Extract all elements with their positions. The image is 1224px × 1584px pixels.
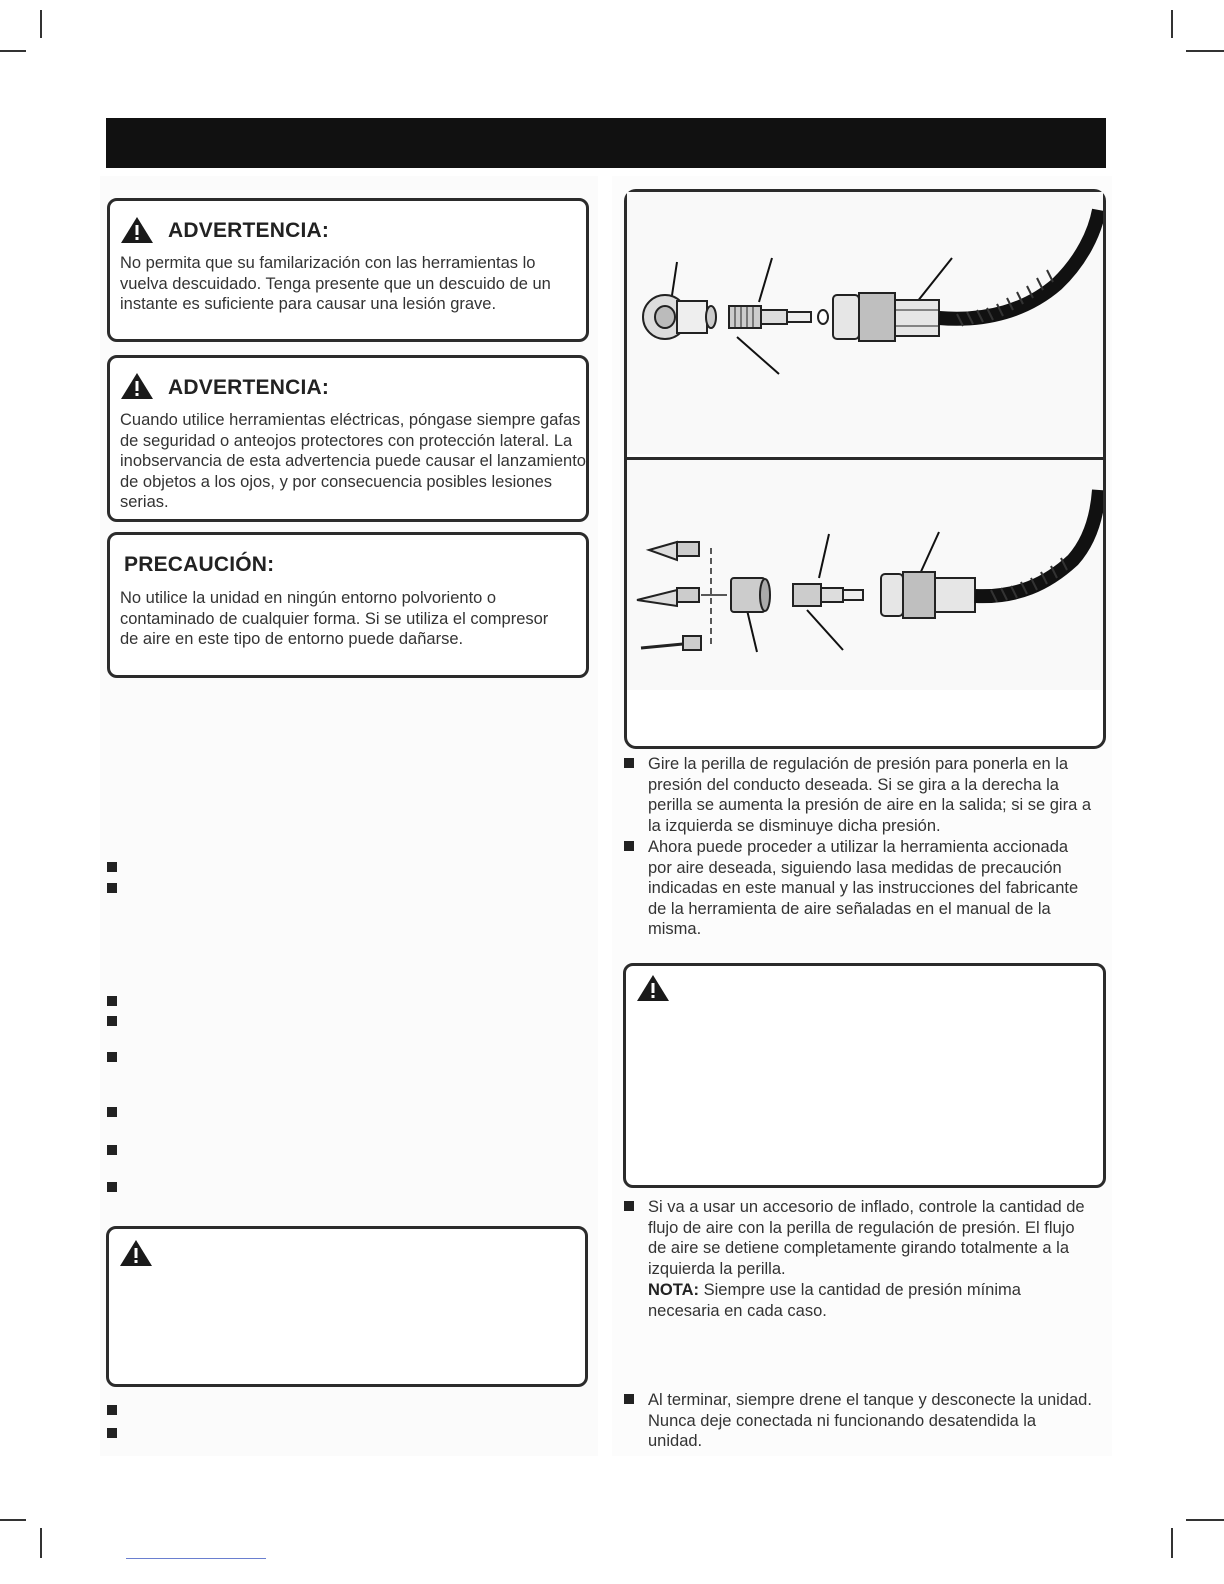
list-bullet [107, 1107, 117, 1117]
caution-text: No utilice la unidad en ningún entorno polvoriento o contaminado de cualquier forma. Si se utiliza el compresor de aire en este tipo de entorno puede dañarse. [120, 589, 549, 648]
list-bullet [107, 1405, 117, 1415]
warning-title: ADVERTENCIA: [168, 219, 330, 242]
list-bullet [107, 1428, 117, 1438]
list-item [624, 1390, 1094, 1452]
crop-mark [0, 1519, 26, 1521]
warning-box-1 [107, 198, 589, 342]
instruction-list-2 [624, 1197, 1094, 1321]
list-bullet [107, 1145, 117, 1155]
crop-mark [40, 10, 42, 38]
instruction-list-1 [624, 754, 1094, 940]
list-bullet [624, 841, 634, 851]
section-header-bar [106, 118, 1106, 168]
warning-title: ADVERTENCIA: [168, 376, 330, 399]
caution-title: PRECAUCIÓN: [124, 553, 275, 576]
list-bullet [624, 1201, 634, 1211]
crop-mark [0, 50, 26, 52]
list-item [624, 754, 1094, 836]
warning-text: Cuando utilice herramientas eléctricas, póngase siempre gafas de seguridad o anteojos protectores con protección lateral. La inobservancia de esta advertencia puede causar el lanzamiento de objetos a los ojos, y por consecuencia posibles lesiones serias. [120, 411, 586, 511]
list-bullet [107, 996, 117, 1006]
list-bullet [107, 1016, 117, 1026]
crop-mark [40, 1528, 42, 1558]
caution-box [107, 532, 589, 678]
list-bullet [107, 862, 117, 872]
instruction-list-3 [624, 1390, 1094, 1452]
list-item [624, 1197, 1094, 1321]
list-item-text: Gire la perilla de regulación de presión para ponerla en la presión del conducto deseada. Si se gira a la derecha la perilla se aumenta la presión de aire en la salida; si se gira a la izquierda se disminuye dicha presión. [648, 755, 1092, 835]
note-label: NOTA: [648, 1281, 700, 1299]
warning-box-2 [107, 355, 589, 522]
bottom-rule [126, 1558, 266, 1559]
warning-triangle-icon [120, 216, 154, 244]
list-bullet [107, 883, 117, 893]
list-item-text: Al terminar, siempre drene el tanque y desconecte la unidad. Nunca deje conectada ni funcionando desatendida la unidad. [648, 1391, 1092, 1450]
list-bullet [107, 1182, 117, 1192]
crop-mark [1186, 50, 1224, 52]
note-text: Siempre use la cantidad de presión mínima necesaria en cada caso. [648, 1281, 1021, 1320]
list-item [624, 837, 1094, 940]
warning-box-4 [623, 963, 1106, 1188]
warning-text: No permita que su familarización con las herramientas lo vuelva descuidado. Tenga presente que un descuido de un instante es suficiente para causar una lesión grave. [120, 254, 551, 313]
list-item-text: Ahora puede proceder a utilizar la herramienta accionada por aire deseada, siguiendo lasa medidas de precaución indicadas en este manual y las instrucciones del fabricante de la herramienta de aire señaladas en el manual de la misma. [648, 838, 1079, 938]
tool-connection-illustration [627, 192, 1103, 454]
hose-connection-figure [624, 189, 1106, 749]
warning-triangle-icon [120, 372, 154, 400]
warning-triangle-icon [636, 974, 670, 1002]
list-bullet [624, 758, 634, 768]
inflation-accessory-illustration [627, 460, 1103, 690]
warning-box-3 [106, 1226, 588, 1387]
list-item-text: Si va a usar un accesorio de inflado, controle la cantidad de flujo de aire con la perilla de regulación de presión. El flujo de aire se detiene completamente girando totalmente a la izquierda la perilla. [648, 1198, 1085, 1278]
list-bullet [107, 1052, 117, 1062]
crop-mark [1171, 1528, 1173, 1558]
list-bullet [624, 1394, 634, 1404]
warning-triangle-icon [119, 1239, 153, 1267]
crop-mark [1186, 1519, 1224, 1521]
crop-mark [1171, 10, 1173, 38]
note [648, 1280, 1094, 1321]
